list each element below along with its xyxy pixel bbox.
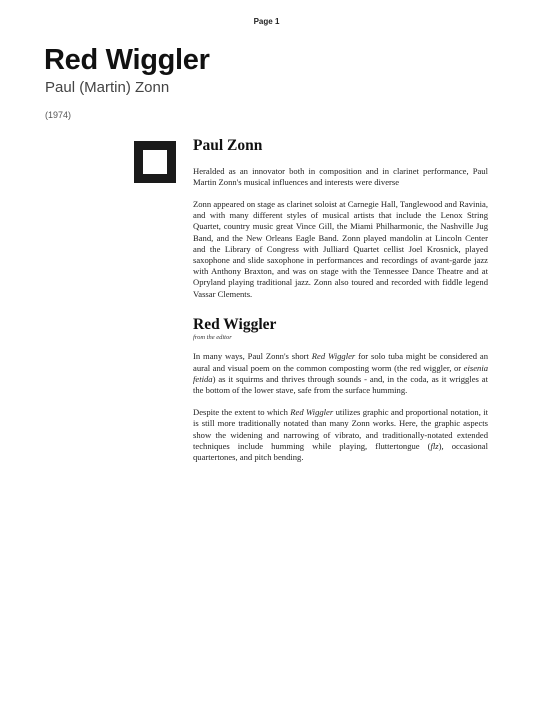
text-run: utilizes graphic and proportional notation, it is still more traditionally notated than many Zonn works. Here, the graphic aspects show the widening and narrowing of vibrato, and traditionally-notated extended techniques include humming while playing, fluttertongue ( bbox=[193, 407, 488, 451]
composer-name: Paul (Martin) Zonn bbox=[45, 79, 170, 96]
bio-heading: Paul Zonn bbox=[193, 137, 263, 154]
notes-paragraph-1 bbox=[193, 351, 488, 396]
notes-subheading: from the editor bbox=[193, 334, 232, 342]
main-content bbox=[193, 137, 488, 463]
piece-title-italic: Red Wiggler bbox=[290, 407, 334, 418]
piece-title-italic: Red Wiggler bbox=[311, 351, 356, 362]
bio-paragraph-1: Heralded as an innovator both in composition and in clarinet performance, Paul Martin Zonn's musical influences and interests were diverse bbox=[193, 165, 488, 187]
text-run: for solo tuba might be considered an aural and visual poem on the common composting worm (the red wiggler, or bbox=[193, 351, 488, 373]
square-logo-icon bbox=[134, 141, 176, 183]
bio-paragraph-2: Zonn appeared on stage as clarinet soloist at Carnegie Hall, Tanglewood and Ravinia, and with many different styles of musical artists that include the Lenox String Quartet, country music great Vince Gill, the Miami Philharmonic, the Nashville Jug Band, and the New Orleans Eagle Band. Zonn played mandolin at Lincoln Center and the Library of Congress with Julliard Quartet cellist Joel Krosnick, played saxophone and slide saxophone in performances and recordings of avant-garde jazz with Anthony Braxton, and was on stage with the Tennessee Dance Theatre and at Opryland playing traditional jazz. Zonn also toured and recorded with fiddle legend Vassar Clements. bbox=[193, 199, 488, 299]
notes-heading: Red Wiggler bbox=[193, 315, 277, 333]
piece-title: Red Wiggler bbox=[44, 44, 210, 76]
text-run: ) as it squirms and thrives through sounds - and, in the coda, as it wriggles at the bottom of the lower stave, safe from the surface humming. bbox=[193, 373, 488, 396]
page-number: Page 1 bbox=[253, 17, 280, 26]
text-run: Despite the extent to which bbox=[193, 407, 291, 418]
text-run: ), occasional quartertones, and pitch bending. bbox=[193, 440, 488, 463]
text-run: In many ways, Paul Zonn's short bbox=[193, 351, 312, 362]
notes-paragraph-2 bbox=[193, 407, 488, 463]
composition-year: (1974) bbox=[45, 110, 72, 120]
latin-name-italic: eisenia fetida bbox=[193, 362, 488, 384]
flz-abbrev-italic: flz bbox=[430, 440, 439, 451]
